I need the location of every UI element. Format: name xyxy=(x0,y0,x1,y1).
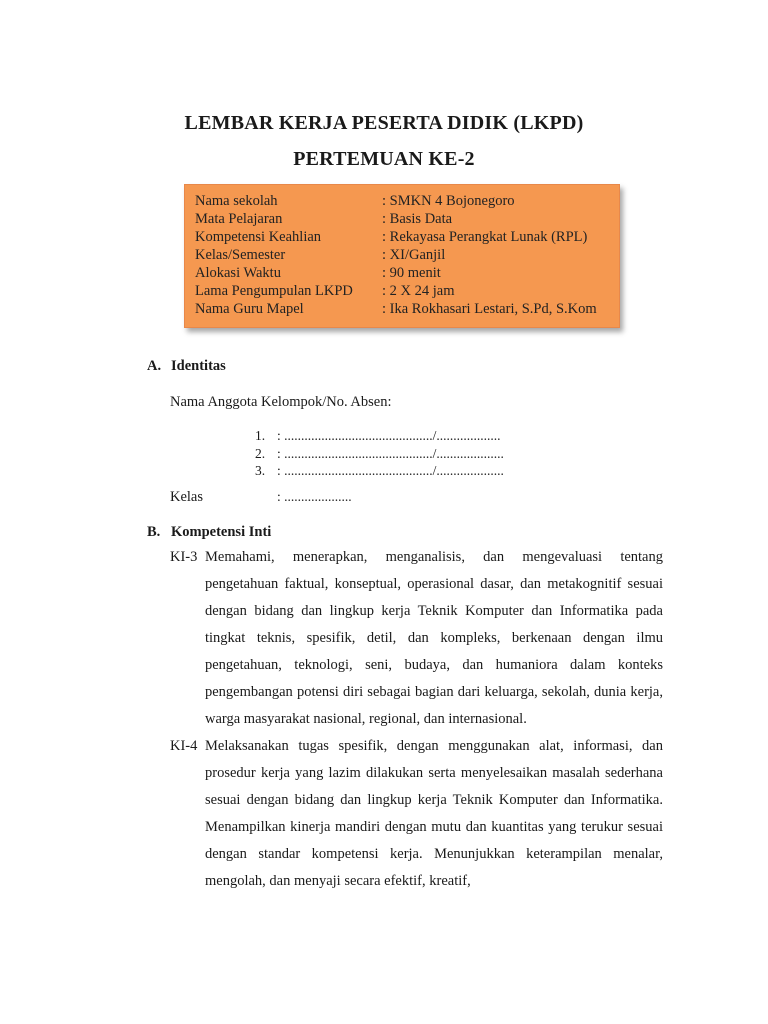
member-number: 3. xyxy=(255,463,266,478)
member-blank: : ............................................/................... xyxy=(277,428,501,443)
section-title: Identitas xyxy=(171,358,226,374)
member-entry xyxy=(255,428,501,444)
info-value: : 90 menit xyxy=(382,265,441,281)
ki4-text: Melaksanakan tugas spesifik, dengan menggunakan alat, informasi, dan prosedur kerja yang lazim dilakukan serta menyelesaikan masalah sederhana sesuai dengan bidang dan lingkup kerja Teknik Komputer dan Informatika. Menampilkan kinerja mandiri dengan mutu dan kuantitas yang terukur sesuai dengan standar kompetensi kerja. Menunjukkan keterampilan menalar, mengolah, dan menyaji secara efektif, kreatif, xyxy=(205,738,663,889)
info-value: : XI/Ganjil xyxy=(382,247,446,263)
info-key: Kompetensi Keahlian xyxy=(195,229,322,245)
info-value: : Basis Data xyxy=(382,211,453,227)
members-label: Nama Anggota Kelompok/No. Absen: xyxy=(170,394,392,410)
info-key: Kelas/Semester xyxy=(195,247,286,263)
member-blank: : ............................................/.................... xyxy=(277,446,504,461)
member-entry xyxy=(255,463,504,479)
info-key: Lama Pengumpulan LKPD xyxy=(195,283,353,299)
info-key: Mata Pelajaran xyxy=(195,211,283,227)
kelas-label: Kelas xyxy=(170,489,204,505)
section-title: Kompetensi Inti xyxy=(171,524,272,540)
ki3-label: KI-3 xyxy=(170,549,198,565)
member-number: 1. xyxy=(255,428,266,443)
member-number: 2. xyxy=(255,446,266,461)
ki4-label: KI-4 xyxy=(170,738,198,754)
info-key: Nama Guru Mapel xyxy=(195,301,304,317)
member-entry xyxy=(255,446,504,462)
info-value: : 2 X 24 jam xyxy=(382,283,455,299)
section-letter: B. xyxy=(147,524,161,540)
info-value: : Rekayasa Perangkat Lunak (RPL) xyxy=(382,229,588,245)
info-key: Alokasi Waktu xyxy=(195,265,281,281)
info-value: : Ika Rokhasari Lestari, S.Pd, S.Kom xyxy=(382,301,597,317)
info-value: : SMKN 4 Bojonegoro xyxy=(382,193,515,209)
school-info-box xyxy=(184,184,620,328)
section-letter: A. xyxy=(147,358,162,374)
member-blank: : ............................................/.................... xyxy=(277,463,504,478)
ki3-text: Memahami, menerapkan, menganalisis, dan mengevaluasi tentang pengetahuan faktual, konseptual, operasional dasar, dan metakognitif sesuai dengan bidang dan lingkup kerja Teknik Komputer dan Informatika pada tingkat teknis, spesifik, detil, dan kompleks, berkenaan dengan ilmu pengetahuan, teknologi, seni, budaya, dan humaniora dalam konteks pengembangan potensi diri sebagai bagian dari keluarga, sekolah, dunia kerja, warga masyarakat nasional, regional, dan internasional. xyxy=(205,549,663,727)
kelas-value: : .................... xyxy=(277,489,352,504)
document-title: LEMBAR KERJA PESERTA DIDIK (LKPD) xyxy=(184,112,584,134)
document-subtitle: PERTEMUAN KE-2 xyxy=(293,148,475,170)
info-key: Nama sekolah xyxy=(195,193,278,209)
